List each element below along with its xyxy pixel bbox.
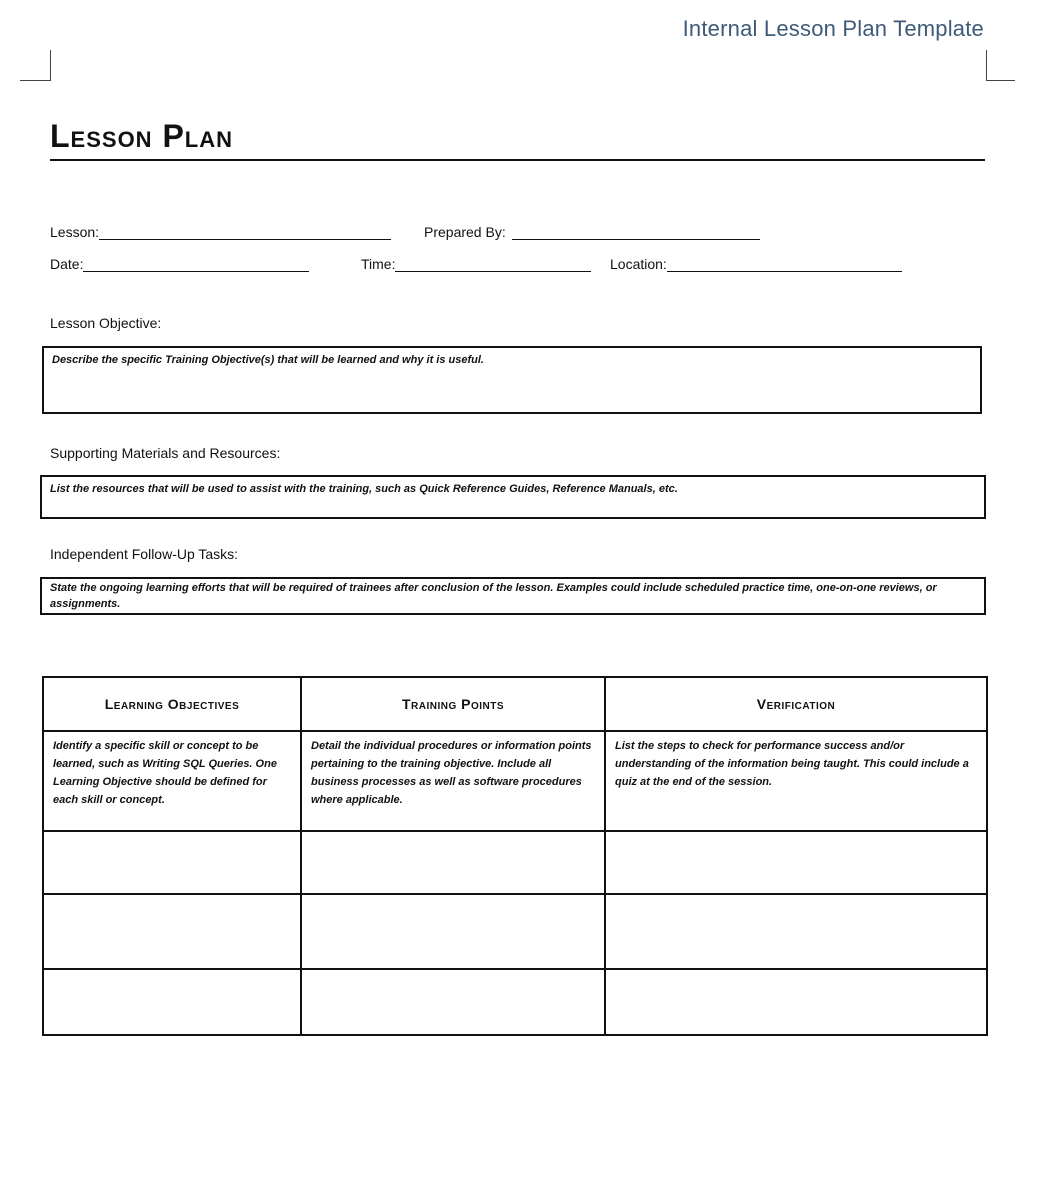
table-cell[interactable] [43,831,301,894]
lesson-plan-table [42,676,988,1036]
materials-label: Supporting Materials and Resources: [50,445,281,461]
header-training-points: Training Points [301,677,605,731]
materials-box[interactable] [40,475,986,519]
location-label: Location: [610,256,667,272]
location-field [610,256,902,272]
header-title: Internal Lesson Plan Template [682,16,984,41]
date-input-line[interactable] [83,257,309,272]
table-cell[interactable] [605,894,987,969]
lesson-field [50,224,391,240]
location-input-line[interactable] [667,257,902,272]
table-row [43,831,987,894]
materials-text: List the resources that will be used to assist with the training, such as Quick Reference Guides, Reference Manuals, etc. [50,483,678,495]
example-learning-objective: Identify a specific skill or concept to be learned, such as Writing SQL Queries. One Learning Objective should be defined for each skill or concept. [53,740,277,806]
table-cell[interactable] [43,894,301,969]
crop-mark-left [20,50,51,81]
document-title: Lesson Plan [50,118,234,154]
table-row [43,731,987,831]
table-cell[interactable] [301,831,605,894]
objective-box[interactable] [42,346,982,414]
date-label: Date: [50,256,84,272]
example-verification: List the steps to check for performance success and/or understanding of the information being taught. This could include a quiz at the end of the session. [615,740,969,788]
time-field [361,256,591,272]
header-verification: Verification [605,677,987,731]
title-rule [50,159,985,161]
followup-text: State the ongoing learning efforts that will be required of trainees after conclusion of the lesson. Examples could include scheduled practice time, one-on-one reviews, or assignments. [50,582,937,610]
example-training-points: Detail the individual procedures or information points pertaining to the training objective. Include all business processes as well as software procedures where applicable. [311,740,592,806]
table-cell[interactable] [605,831,987,894]
table-row [43,969,987,1035]
prepared-by-field [424,224,760,240]
header-learning-objectives: Learning Objectives [43,677,301,731]
table-cell[interactable] [301,969,605,1035]
table-cell[interactable] [43,969,301,1035]
crop-mark-right [986,50,1015,81]
prepared-by-input-line[interactable] [512,225,760,240]
lesson-label: Lesson: [50,224,100,240]
table-cell[interactable] [301,731,605,831]
lesson-input-line[interactable] [99,225,391,240]
time-label: Time: [361,256,396,272]
table-header-row [43,677,987,731]
table-cell[interactable] [43,731,301,831]
table-cell[interactable] [301,894,605,969]
table-row [43,894,987,969]
table-cell[interactable] [605,969,987,1035]
date-field [50,256,309,272]
followup-box[interactable] [40,577,986,615]
objective-text: Describe the specific Training Objective(s) that will be learned and why it is useful. [52,354,484,366]
table-cell[interactable] [605,731,987,831]
objective-label: Lesson Objective: [50,315,162,331]
time-input-line[interactable] [395,257,591,272]
prepared-by-label: Prepared By: [424,224,506,240]
followup-label: Independent Follow-Up Tasks: [50,546,239,562]
